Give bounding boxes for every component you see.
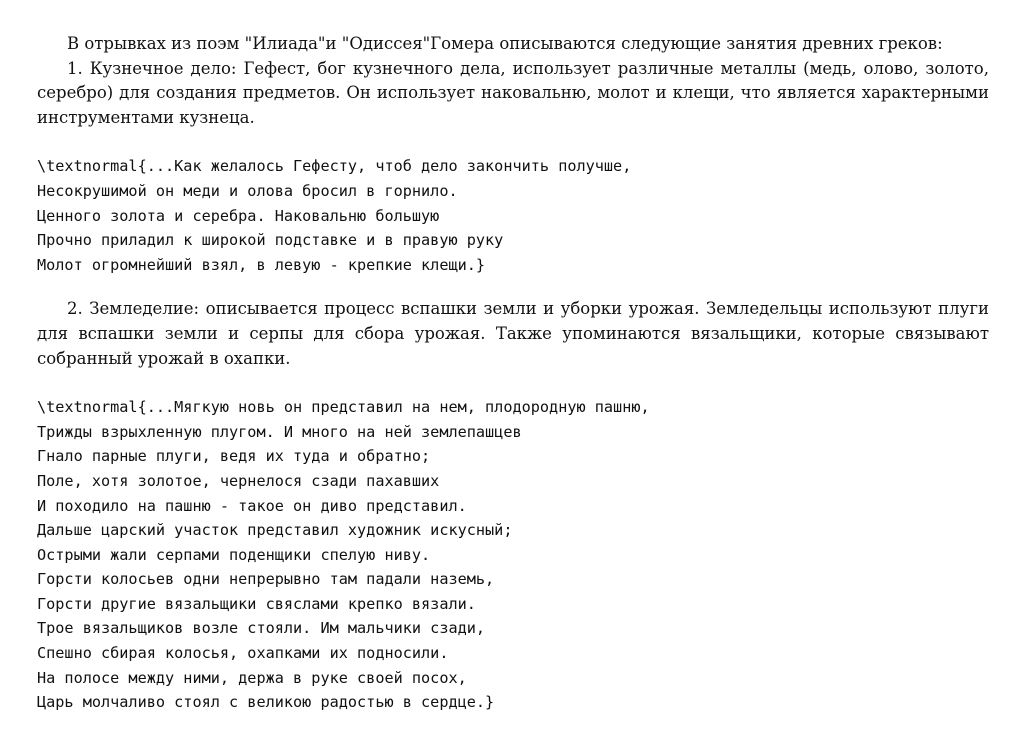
quote-2-line: Трое вязальщиков возле стояли. Им мальчики сзади, <box>37 619 486 638</box>
quote-2-line: Дальше царский участок представил художник искусный; <box>37 521 513 540</box>
quote-1-line: Прочно приладил к широкой подставке и в правую руку <box>37 231 504 250</box>
section-2-paragraph: 2. Земледелие: описывается процесс вспашки земли и уборки урожая. Земледельцы используют плуги для вспашки земли и серпы для сбора урожая. Также упоминаются вязальщики, которые связывают собранный урожай в охапки. <box>37 299 989 368</box>
document-page <box>37 32 989 715</box>
quote-2-line: На полосе между ними, держа в руке своей посох, <box>37 668 467 687</box>
quote-2-line: Спешно сбирая колосья, охапками их подносили. <box>37 644 449 663</box>
spacer <box>37 371 989 395</box>
quote-2-line: Царь молчаливо стоял с великою радостью в сердце.} <box>37 693 495 712</box>
intro-paragraph: В отрывках из поэм "Илиада"и "Одиссея"Гомера описываются следующие занятия древних греков: <box>67 34 943 53</box>
quote-2-line: \textnormal{...Мягкую новь он представил на нем, плодородную пашню, <box>37 398 650 417</box>
quote-2-line: И походило на пашню - такое он диво представил. <box>37 496 467 515</box>
section-1-paragraph: 1. Кузнечное дело: Гефест, бог кузнечного дела, использует различные металлы (медь, олово, золото, серебро) для создания предметов. Он использует наковальню, молот и клещи, что является характерными инструментами кузнеца. <box>37 58 989 127</box>
spacer <box>37 130 989 154</box>
quote-1-line: Несокрушимой он меди и олова бросил в горнило. <box>37 181 458 200</box>
quote-2-line: Острыми жали серпами поденщики спелую ниву. <box>37 545 431 564</box>
spacer <box>37 277 989 297</box>
quote-1-line: Ценного золота и серебра. Наковальню большую <box>37 206 440 225</box>
quote-1-block <box>37 154 989 277</box>
quote-2-line: Поле, хотя золотое, чернелося сзади пахавших <box>37 471 440 490</box>
quote-2-line: Горсти колосьев одни непрерывно там падали наземь, <box>37 570 495 589</box>
quote-1-line: Молот огромнейший взял, в левую - крепкие клещи.} <box>37 255 486 274</box>
quote-2-line: Гнало парные плуги, ведя их туда и обратно; <box>37 447 431 466</box>
quote-1-line: \textnormal{...Как желалось Гефесту, чтоб дело закончить получше, <box>37 157 632 176</box>
quote-2-block <box>37 395 989 715</box>
quote-2-line: Горсти другие вязальщики свяслами крепко вязали. <box>37 594 476 613</box>
quote-2-line: Трижды взрыхленную плугом. И много на ней землепашцев <box>37 422 522 441</box>
